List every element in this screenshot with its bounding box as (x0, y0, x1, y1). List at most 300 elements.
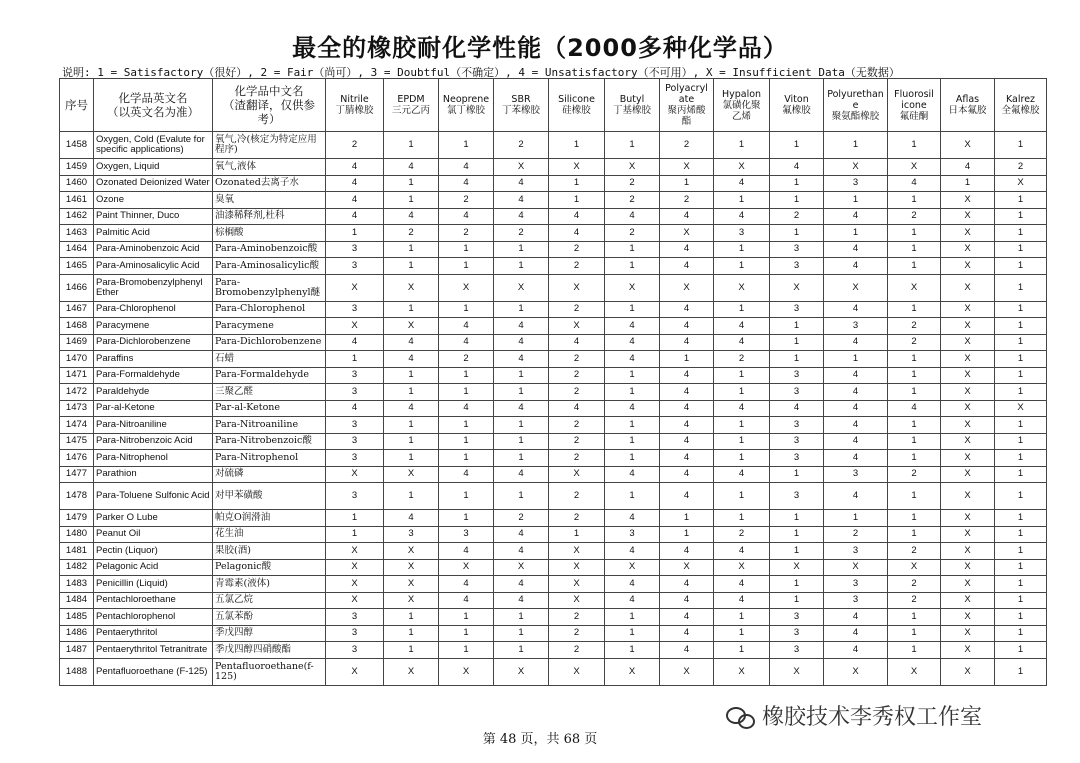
rating-cell: X (941, 625, 995, 642)
rating-cell: X (494, 559, 549, 576)
rating-cell: X (549, 318, 605, 335)
rating-cell: 1 (439, 433, 494, 450)
rating-cell: X (941, 334, 995, 351)
rating-cell: 4 (714, 466, 770, 483)
rating-cell: 4 (770, 159, 824, 176)
english-name: Oxygen, Cold (Evalute for specific applications) (94, 132, 213, 159)
rating-cell: 4 (824, 417, 888, 434)
rating-cell: 4 (714, 318, 770, 335)
rating-cell: X (384, 559, 439, 576)
rating-cell: 4 (384, 351, 439, 368)
rating-cell: 4 (494, 351, 549, 368)
chinese-name: Para-Nitrobenzoic酸 (213, 433, 326, 450)
rating-cell: 4 (824, 208, 888, 225)
rating-cell: 1 (605, 625, 660, 642)
rating-cell: 1 (605, 258, 660, 275)
row-number: 1465 (60, 258, 94, 275)
rating-cell: 3 (439, 526, 494, 543)
rating-cell: 1 (384, 132, 439, 159)
chinese-name: 果胶(酒) (213, 543, 326, 560)
rating-cell: X (549, 543, 605, 560)
rating-cell: 1 (326, 526, 384, 543)
header-rubber: Hypalon 氯磺化聚 乙烯 (714, 79, 770, 132)
rating-cell: 1 (384, 433, 439, 450)
rating-cell: 2 (605, 175, 660, 192)
rating-cell: X (941, 559, 995, 576)
rating-cell: X (605, 274, 660, 301)
rating-cell: 1 (439, 510, 494, 527)
rating-cell: 4 (549, 334, 605, 351)
table-row (60, 609, 1047, 626)
rating-cell: 1 (714, 241, 770, 258)
rating-cell: 1 (770, 466, 824, 483)
rating-cell: 3 (326, 450, 384, 467)
rating-cell: 1 (888, 367, 941, 384)
rating-cell: X (605, 658, 660, 685)
row-number: 1480 (60, 526, 94, 543)
rating-cell: X (439, 559, 494, 576)
rating-cell: X (941, 225, 995, 242)
rating-cell: 1 (384, 450, 439, 467)
rating-cell: 4 (326, 192, 384, 209)
rating-cell: 4 (494, 592, 549, 609)
rating-cell: 1 (995, 318, 1047, 335)
rating-cell: 1 (714, 417, 770, 434)
rating-cell: 1 (995, 192, 1047, 209)
rating-cell: 3 (770, 483, 824, 510)
rating-cell: X (995, 175, 1047, 192)
rating-cell: 1 (995, 258, 1047, 275)
rating-cell: X (888, 274, 941, 301)
rating-cell: X (824, 559, 888, 576)
table-row (60, 274, 1047, 301)
rating-cell: X (549, 592, 605, 609)
rating-cell: 4 (824, 301, 888, 318)
rating-cell: 4 (326, 400, 384, 417)
row-number: 1459 (60, 159, 94, 176)
rating-cell: 1 (384, 417, 439, 434)
rating-cell: X (326, 318, 384, 335)
header-chinese-name: 化学品中文名 （渣翻译，仅供参 考） (213, 79, 326, 132)
table-row (60, 132, 1047, 159)
rating-cell: 1 (605, 483, 660, 510)
rating-cell: 1 (714, 625, 770, 642)
row-number: 1476 (60, 450, 94, 467)
rating-cell: 4 (605, 351, 660, 368)
rating-cell: X (494, 658, 549, 685)
rating-cell: 4 (660, 417, 714, 434)
rating-cell: 4 (824, 642, 888, 659)
english-name: Para-Toluene Sulfonic Acid (94, 483, 213, 510)
rating-cell: 4 (549, 400, 605, 417)
rating-cell: X (888, 658, 941, 685)
rating-cell: 2 (549, 384, 605, 401)
rating-cell: 1 (605, 301, 660, 318)
table-row (60, 241, 1047, 258)
rating-cell: 2 (888, 592, 941, 609)
rating-cell: 1 (326, 351, 384, 368)
chinese-name: Para-Aminobenzoic酸 (213, 241, 326, 258)
chinese-name: 五氯苯酚 (213, 609, 326, 626)
rating-cell: 1 (995, 609, 1047, 626)
rating-cell: X (714, 658, 770, 685)
rating-cell: 4 (439, 334, 494, 351)
wechat-icon (726, 705, 756, 727)
row-number: 1463 (60, 225, 94, 242)
rating-cell: 3 (770, 642, 824, 659)
english-name: Para-Aminobenzoic Acid (94, 241, 213, 258)
chinese-name: Pelagonic酸 (213, 559, 326, 576)
rating-cell: 3 (605, 526, 660, 543)
rating-cell: X (941, 450, 995, 467)
table-row (60, 225, 1047, 242)
rating-cell: 1 (888, 132, 941, 159)
legend: 说明: 1 = Satisfactory（很好）, 2 = Fair（尚可）, 3 = Doubtful（不确定）, 4 = Unsatisfactory（不可用）, X = Insufficient Data（无数据） (62, 66, 900, 79)
row-number: 1467 (60, 301, 94, 318)
rating-cell: 1 (439, 241, 494, 258)
rating-cell: X (824, 274, 888, 301)
rating-cell: 1 (549, 132, 605, 159)
chinese-name: 三聚乙醛 (213, 384, 326, 401)
rating-cell: 1 (660, 510, 714, 527)
rating-cell: 1 (494, 241, 549, 258)
watermark-text: 橡胶技术李秀权工作室 (762, 705, 983, 730)
english-name: Peanut Oil (94, 526, 213, 543)
rating-cell: 4 (824, 609, 888, 626)
rating-cell: X (770, 658, 824, 685)
rating-cell: 4 (384, 159, 439, 176)
chinese-name: Ozonated去离子水 (213, 175, 326, 192)
row-number: 1469 (60, 334, 94, 351)
english-name: Ozonated Deionized Water (94, 175, 213, 192)
rating-cell: 1 (439, 384, 494, 401)
rating-cell: 4 (824, 400, 888, 417)
rating-cell: X (660, 658, 714, 685)
rating-cell: X (941, 351, 995, 368)
english-name: Para-Nitrophenol (94, 450, 213, 467)
rating-cell: 1 (439, 417, 494, 434)
rating-cell: X (941, 301, 995, 318)
english-name: Paracymene (94, 318, 213, 335)
rating-cell: 4 (439, 175, 494, 192)
rating-cell: 4 (660, 208, 714, 225)
rating-cell: 1 (605, 384, 660, 401)
rating-cell: X (941, 510, 995, 527)
rating-cell: 2 (888, 576, 941, 593)
row-number: 1485 (60, 609, 94, 626)
rating-cell: 1 (770, 175, 824, 192)
rating-cell: 3 (326, 483, 384, 510)
rating-cell: X (941, 274, 995, 301)
rating-cell: 1 (888, 510, 941, 527)
rating-cell: 1 (660, 526, 714, 543)
rating-cell: X (384, 274, 439, 301)
rating-cell: 1 (888, 384, 941, 401)
rating-cell: 4 (549, 225, 605, 242)
rating-cell: X (384, 576, 439, 593)
rating-cell: X (995, 400, 1047, 417)
rating-cell: X (326, 576, 384, 593)
rating-cell: 1 (384, 642, 439, 659)
chinese-name: 棕榈酸 (213, 225, 326, 242)
table-row (60, 543, 1047, 560)
rating-cell: 4 (660, 384, 714, 401)
row-number: 1474 (60, 417, 94, 434)
chinese-name: Para-Dichlorobenzene (213, 334, 326, 351)
page-number: 第 48 页，共 68 页 (482, 732, 598, 747)
rating-cell: 1 (995, 510, 1047, 527)
rating-cell: X (941, 400, 995, 417)
rating-cell: X (326, 559, 384, 576)
rating-cell: 4 (824, 241, 888, 258)
rating-cell: 1 (714, 433, 770, 450)
english-name: Palmitic Acid (94, 225, 213, 242)
rating-cell: 4 (494, 208, 549, 225)
rating-cell: X (888, 559, 941, 576)
rating-cell: 4 (660, 625, 714, 642)
chinese-name: 五氯乙烷 (213, 592, 326, 609)
row-number: 1472 (60, 384, 94, 401)
rating-cell: X (549, 559, 605, 576)
rating-cell: 4 (660, 466, 714, 483)
chinese-name: Pentafluoroethane(f-125) (213, 658, 326, 685)
rating-cell: 1 (824, 132, 888, 159)
english-name: Para-Bromobenzylphenyl Ether (94, 274, 213, 301)
rating-cell: 4 (714, 543, 770, 560)
rating-cell: 1 (824, 351, 888, 368)
rating-cell: 1 (770, 351, 824, 368)
rating-cell: 4 (439, 543, 494, 560)
rating-cell: 1 (605, 417, 660, 434)
rating-cell: 1 (439, 625, 494, 642)
rating-cell: 2 (605, 192, 660, 209)
rating-cell: X (941, 658, 995, 685)
chinese-name: 对甲苯磺酸 (213, 483, 326, 510)
header-rubber: Viton 氟橡胶 (770, 79, 824, 132)
table-row (60, 450, 1047, 467)
rating-cell: 4 (605, 592, 660, 609)
row-number: 1481 (60, 543, 94, 560)
table-row (60, 351, 1047, 368)
rating-cell: 4 (660, 642, 714, 659)
rating-cell: 1 (494, 384, 549, 401)
rating-cell: X (326, 658, 384, 685)
rating-cell: X (824, 159, 888, 176)
rating-cell: 4 (494, 175, 549, 192)
rating-cell: 1 (995, 334, 1047, 351)
rating-cell: 4 (494, 400, 549, 417)
english-name: Penicillin (Liquid) (94, 576, 213, 593)
english-name: Para-Nitrobenzoic Acid (94, 433, 213, 450)
rating-cell: X (714, 559, 770, 576)
english-name: Oxygen, Liquid (94, 159, 213, 176)
rating-cell: 3 (326, 609, 384, 626)
rating-cell: X (941, 526, 995, 543)
chinese-name: 季戊四醇四硝酸酯 (213, 642, 326, 659)
header-rubber: Aflas 日本氟胶 (941, 79, 995, 132)
rating-cell: 2 (549, 450, 605, 467)
rating-cell: 1 (384, 609, 439, 626)
rating-cell: 1 (494, 625, 549, 642)
rating-cell: 4 (941, 159, 995, 176)
rating-cell: 1 (770, 543, 824, 560)
english-name: Pelagonic Acid (94, 559, 213, 576)
rating-cell: 4 (384, 400, 439, 417)
rating-cell: 1 (605, 433, 660, 450)
rating-cell: 4 (439, 400, 494, 417)
rating-cell: 1 (326, 225, 384, 242)
english-name: Ozone (94, 192, 213, 209)
rating-cell: 4 (660, 241, 714, 258)
rating-cell: 2 (549, 642, 605, 659)
rating-cell: X (941, 609, 995, 626)
rating-cell: 1 (384, 258, 439, 275)
rating-cell: 4 (714, 400, 770, 417)
rating-cell: X (941, 433, 995, 450)
rating-cell: 2 (714, 351, 770, 368)
english-name: Para-Nitroaniline (94, 417, 213, 434)
rating-cell: 4 (660, 483, 714, 510)
row-number: 1468 (60, 318, 94, 335)
table-row (60, 318, 1047, 335)
rating-cell: 4 (824, 483, 888, 510)
chinese-name: 氧气,液体 (213, 159, 326, 176)
rating-cell: 4 (439, 466, 494, 483)
chinese-name: 对硫磷 (213, 466, 326, 483)
rating-cell: X (941, 642, 995, 659)
rating-cell: 3 (326, 258, 384, 275)
rating-cell: 4 (494, 318, 549, 335)
rating-cell: 1 (714, 510, 770, 527)
rating-cell: 1 (494, 433, 549, 450)
rating-cell: 1 (770, 526, 824, 543)
rating-cell: 4 (824, 367, 888, 384)
rating-cell: 1 (384, 192, 439, 209)
rating-cell: 1 (494, 367, 549, 384)
rating-cell: 4 (494, 576, 549, 593)
rating-cell: 2 (660, 132, 714, 159)
chinese-name: 季戊四醇 (213, 625, 326, 642)
english-name: Pentafluoroethane (F-125) (94, 658, 213, 685)
rating-cell: 1 (439, 609, 494, 626)
rating-cell: 4 (660, 400, 714, 417)
rating-cell: 1 (995, 225, 1047, 242)
rating-cell: 1 (494, 301, 549, 318)
rating-cell: 3 (770, 450, 824, 467)
rating-cell: X (941, 208, 995, 225)
rating-cell: 4 (888, 175, 941, 192)
row-number: 1477 (60, 466, 94, 483)
chinese-name: Par-al-Ketone (213, 400, 326, 417)
rating-cell: 2 (494, 510, 549, 527)
rating-cell: 4 (660, 576, 714, 593)
rating-cell: 1 (888, 301, 941, 318)
row-number: 1466 (60, 274, 94, 301)
rating-cell: 2 (714, 526, 770, 543)
rating-cell: 3 (326, 241, 384, 258)
rating-cell: 4 (660, 450, 714, 467)
row-number: 1475 (60, 433, 94, 450)
rating-cell: 4 (439, 208, 494, 225)
rating-cell: 1 (888, 609, 941, 626)
rating-cell: X (888, 159, 941, 176)
chinese-name: 花生油 (213, 526, 326, 543)
rating-cell: 2 (549, 625, 605, 642)
chinese-name: 氧气,冷(核定为特定应用程序) (213, 132, 326, 159)
rating-cell: 1 (714, 192, 770, 209)
rating-cell: X (770, 559, 824, 576)
rating-cell: X (824, 658, 888, 685)
english-name: Pentachlorophenol (94, 609, 213, 626)
rating-cell: 4 (605, 208, 660, 225)
rating-cell: 2 (824, 526, 888, 543)
row-number: 1458 (60, 132, 94, 159)
rating-cell: 1 (439, 301, 494, 318)
rating-cell: X (941, 592, 995, 609)
rating-cell: 1 (995, 483, 1047, 510)
rating-cell: 3 (824, 175, 888, 192)
rating-cell: 4 (439, 576, 494, 593)
rating-cell: 3 (824, 318, 888, 335)
rating-cell: 2 (549, 609, 605, 626)
rating-cell: X (660, 559, 714, 576)
table-body (60, 132, 1047, 686)
chinese-name: 石蜡 (213, 351, 326, 368)
rating-cell: 1 (384, 301, 439, 318)
rating-cell: 1 (384, 367, 439, 384)
rating-cell: 2 (439, 192, 494, 209)
rating-cell: 4 (824, 334, 888, 351)
rating-cell: 1 (660, 351, 714, 368)
rating-cell: 1 (995, 658, 1047, 685)
rating-cell: 4 (660, 334, 714, 351)
rating-cell: X (941, 367, 995, 384)
rating-cell: 2 (326, 132, 384, 159)
rating-cell: 2 (549, 510, 605, 527)
rating-cell: 1 (888, 351, 941, 368)
table-row (60, 433, 1047, 450)
row-number: 1484 (60, 592, 94, 609)
rating-cell: 1 (384, 241, 439, 258)
english-name: Paraldehyde (94, 384, 213, 401)
header-rubber: EPDM 三元乙丙 (384, 79, 439, 132)
rating-cell: 1 (824, 225, 888, 242)
header-rubber: SBR 丁苯橡胶 (494, 79, 549, 132)
rating-cell: X (326, 592, 384, 609)
rating-cell: 2 (549, 367, 605, 384)
row-number: 1483 (60, 576, 94, 593)
rating-cell: 1 (494, 417, 549, 434)
rating-cell: 1 (888, 192, 941, 209)
header-rubber: Silicone 硅橡胶 (549, 79, 605, 132)
rating-cell: 1 (549, 192, 605, 209)
rating-cell: X (941, 258, 995, 275)
rating-cell: 2 (888, 318, 941, 335)
rating-cell: X (549, 159, 605, 176)
table-row (60, 466, 1047, 483)
rating-cell: 3 (824, 576, 888, 593)
rating-cell: 2 (439, 351, 494, 368)
rating-cell: 1 (605, 367, 660, 384)
rating-cell: 3 (770, 609, 824, 626)
rating-cell: 3 (326, 301, 384, 318)
rating-cell: 4 (660, 367, 714, 384)
rating-cell: 4 (605, 466, 660, 483)
rating-cell: 1 (384, 483, 439, 510)
rating-cell: 1 (439, 367, 494, 384)
table-row (60, 625, 1047, 642)
rating-cell: 2 (439, 225, 494, 242)
